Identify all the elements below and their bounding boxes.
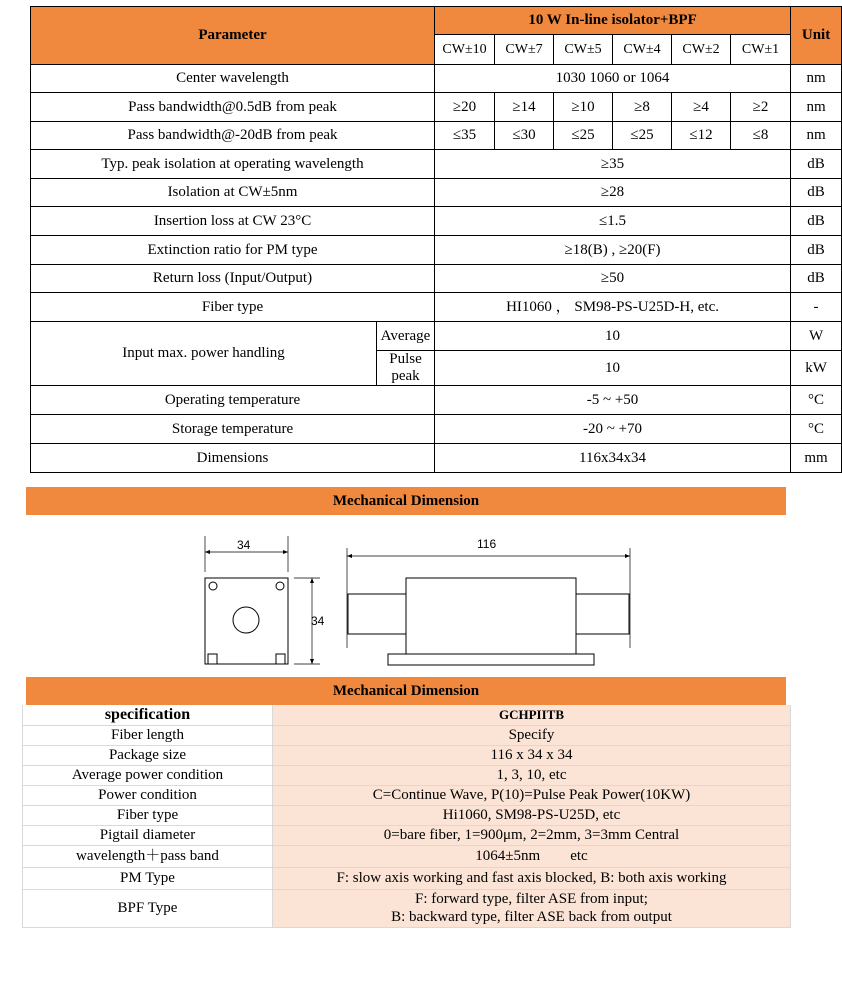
param-unit: dB <box>791 236 842 265</box>
cw-col-header: CW±2 <box>672 35 731 65</box>
table-row <box>23 867 791 889</box>
param-value: ≤8 <box>731 122 791 150</box>
param-unit: nm <box>791 65 842 93</box>
param-value: ≥8 <box>613 93 672 122</box>
spec-key: wavelength＋pass band <box>23 845 273 867</box>
param-value: 116x34x34 <box>435 444 791 473</box>
parameter-header: Parameter <box>31 7 435 65</box>
table-row <box>31 236 842 265</box>
param-value: -20 ~ +70 <box>435 415 791 444</box>
param-label: Typ. peak isolation at operating wavelength <box>31 150 435 179</box>
cw-col-header: CW±7 <box>495 35 554 65</box>
cw-col-header: CW±5 <box>554 35 613 65</box>
param-value: ≥18(B) , ≥20(F) <box>435 236 791 265</box>
spec-value-line: B: backward type, filter ASE back from output <box>391 909 672 925</box>
param-label: Pass bandwidth@0.5dB from peak <box>31 93 435 122</box>
param-value: ≤25 <box>554 122 613 150</box>
spec-key: Pigtail diameter <box>23 825 273 845</box>
param-value: ≥14 <box>495 93 554 122</box>
param-value: ≥4 <box>672 93 731 122</box>
table-row <box>31 65 842 93</box>
param-value: 10 <box>435 322 791 351</box>
spec-key: Fiber length <box>23 725 273 745</box>
table-row <box>23 785 791 805</box>
param-value: -5 ~ +50 <box>435 386 791 415</box>
table-row <box>23 705 791 725</box>
param-label: Pass bandwidth@-20dB from peak <box>31 122 435 150</box>
param-value: 10 <box>435 351 791 386</box>
spec-value: F: slow axis working and fast axis blocked, B: both axis working <box>273 867 791 889</box>
cw-col-header: CW±10 <box>435 35 495 65</box>
param-label: Isolation at CW±5nm <box>31 179 435 207</box>
spec-value: GCHPIITB <box>273 705 791 725</box>
param-label: Dimensions <box>31 444 435 473</box>
mechanical-drawing <box>190 528 630 673</box>
param-value: ≥20 <box>435 93 495 122</box>
cw-col-header: CW±4 <box>613 35 672 65</box>
table-row <box>31 293 842 322</box>
param-value: ≥28 <box>435 179 791 207</box>
table-row <box>23 745 791 765</box>
param-unit: dB <box>791 179 842 207</box>
table-row <box>23 725 791 745</box>
param-value: 1030 1060 or 1064 <box>435 65 791 93</box>
spec-value: 1064±5nm etc <box>273 845 791 867</box>
spec-value: 1, 3, 10, etc <box>273 765 791 785</box>
param-unit: nm <box>791 93 842 122</box>
param-unit: dB <box>791 150 842 179</box>
table-row <box>31 444 842 473</box>
param-unit: W <box>791 322 842 351</box>
param-label: Insertion loss at CW 23°C <box>31 207 435 236</box>
param-value: HI1060 ， SM98-PS-U25D-H, etc. <box>435 293 791 322</box>
unit-header: Unit <box>791 7 842 65</box>
param-label: Center wavelength <box>31 65 435 93</box>
length-dimension-label: 116 <box>477 537 497 551</box>
param-unit: °C <box>791 386 842 415</box>
table-row <box>31 93 842 122</box>
param-value: ≤25 <box>613 122 672 150</box>
param-label: Fiber type <box>31 293 435 322</box>
table-row <box>23 845 791 867</box>
table-row <box>31 122 842 150</box>
param-unit: kW <box>791 351 842 386</box>
spec-key: Power condition <box>23 785 273 805</box>
spec-value: 0=bare fiber, 1=900μm, 2=2mm, 3=3mm Central <box>273 825 791 845</box>
param-sublabel: Pulse peak <box>377 351 435 386</box>
param-value: ≥50 <box>435 265 791 293</box>
param-label: Return loss (Input/Output) <box>31 265 435 293</box>
param-label: Storage temperature <box>31 415 435 444</box>
param-unit: °C <box>791 415 842 444</box>
param-label: Operating temperature <box>31 386 435 415</box>
spec-value: Hi1060, SM98-PS-U25D, etc <box>273 805 791 825</box>
spec-key: specification <box>23 705 273 725</box>
param-unit: nm <box>791 122 842 150</box>
param-value: ≥35 <box>435 150 791 179</box>
spec-table <box>30 6 842 473</box>
width-dimension-label: 34 <box>237 538 251 552</box>
param-unit: mm <box>791 444 842 473</box>
spec-value <box>273 889 791 927</box>
height-dimension-label: 34 <box>311 614 325 628</box>
table-row <box>23 805 791 825</box>
param-unit: - <box>791 293 842 322</box>
table-row <box>23 765 791 785</box>
spec-key: Fiber type <box>23 805 273 825</box>
table-row <box>31 207 842 236</box>
table-row <box>23 889 791 927</box>
cw-col-header: CW±1 <box>731 35 791 65</box>
spec-key: Package size <box>23 745 273 765</box>
spec-value: Specify <box>273 725 791 745</box>
param-value: ≥2 <box>731 93 791 122</box>
table-row <box>31 150 842 179</box>
param-value: ≤1.5 <box>435 207 791 236</box>
spec-value: 116 x 34 x 34 <box>273 745 791 765</box>
spec-value-line: F: forward type, filter ASE from input; <box>415 891 648 907</box>
table-row <box>31 265 842 293</box>
mechanical-dimension-title: Mechanical Dimension <box>26 487 786 515</box>
param-unit: dB <box>791 265 842 293</box>
side-view <box>347 548 630 665</box>
param-value: ≤30 <box>495 122 554 150</box>
table-row <box>31 415 842 444</box>
table-row <box>23 825 791 845</box>
spec-value: C=Continue Wave, P(10)=Pulse Peak Power(10KW) <box>273 785 791 805</box>
param-value: ≤12 <box>672 122 731 150</box>
param-value: ≤35 <box>435 122 495 150</box>
table-row <box>31 179 842 207</box>
spec-key: PM Type <box>23 867 273 889</box>
param-value: ≥10 <box>554 93 613 122</box>
table-row <box>31 386 842 415</box>
param-label: Extinction ratio for PM type <box>31 236 435 265</box>
param-unit: dB <box>791 207 842 236</box>
front-view <box>205 536 320 664</box>
ordering-title: Mechanical Dimension <box>26 677 786 706</box>
spec-key: Average power condition <box>23 765 273 785</box>
ordering-table <box>22 705 791 928</box>
param-label: Input max. power handling <box>31 322 377 386</box>
param-sublabel: Average <box>377 322 435 351</box>
spec-key: BPF Type <box>23 889 273 927</box>
group-header: 10 W In-line isolator+BPF <box>435 7 791 35</box>
table-row <box>31 322 842 351</box>
